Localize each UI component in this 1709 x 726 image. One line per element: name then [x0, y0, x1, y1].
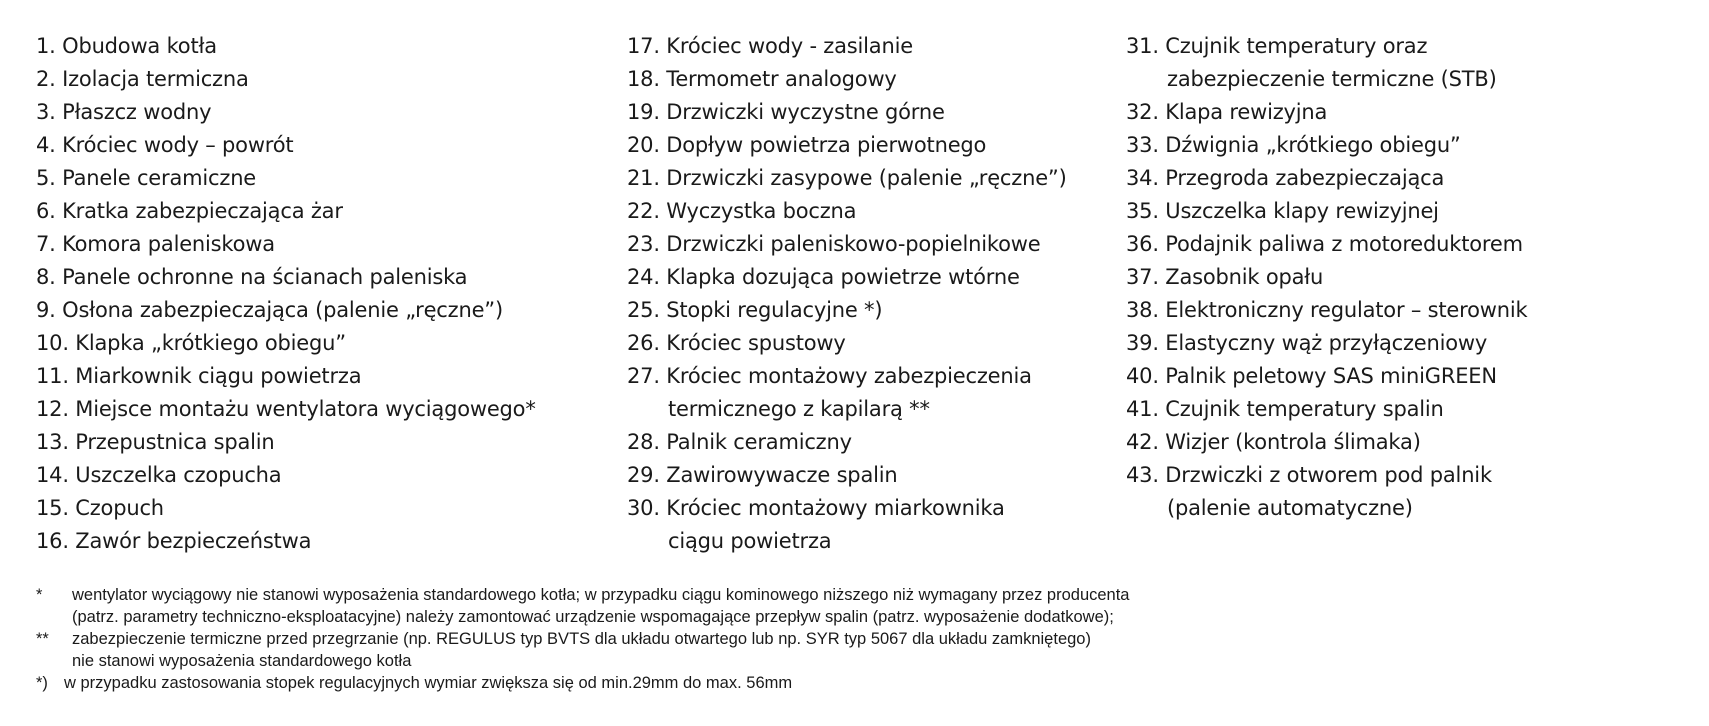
legend-column-1 [36, 30, 536, 558]
legend-item-32: 32. Klapa rewizyjna [1126, 100, 1328, 124]
legend-item-3: 3. Płaszcz wodny [36, 100, 212, 124]
legend-item-36: 36. Podajnik paliwa z motoreduktorem [1126, 232, 1523, 256]
legend-item-31-continuation: zabezpieczenie termiczne (STB) [1167, 67, 1497, 91]
legend-item-25: 25. Stopki regulacyjne *) [627, 298, 883, 322]
footnote-1-mark: * [36, 586, 43, 604]
legend-item-11: 11. Miarkownik ciągu powietrza [36, 364, 362, 388]
legend-item-27-continuation: termicznego z kapilarą ** [668, 397, 930, 421]
legend-item-24: 24. Klapka dozująca powietrze wtórne [627, 265, 1020, 289]
footnote-2-mark: ** [36, 630, 49, 648]
legend-item-10: 10. Klapka „krótkiego obiegu” [36, 331, 346, 355]
legend-item-21: 21. Drzwiczki zasypowe (palenie „ręczne”) [627, 166, 1067, 190]
legend-item-28: 28. Palnik ceramiczny [627, 430, 852, 454]
legend-item-8: 8. Panele ochronne na ścianach paleniska [36, 265, 468, 289]
legend-item-41: 41. Czujnik temperatury spalin [1126, 397, 1444, 421]
legend-item-43-continuation: (palenie automatyczne) [1167, 496, 1413, 520]
legend-item-29: 29. Zawirowywacze spalin [627, 463, 898, 487]
footnote-3-line-1 [36, 672, 1676, 694]
legend-item-4: 4. Króciec wody – powrót [36, 133, 294, 157]
footnote-1-text-continued: (patrz. parametry techniczno-eksploatacyjne) należy zamontować urządzenie wspomagające przepływ spalin (patrz. wyposażenie dodatkowe); [72, 608, 1114, 626]
legend-item-40: 40. Palnik peletowy SAS miniGREEN [1126, 364, 1497, 388]
legend-column-2 [627, 30, 1067, 558]
legend-item-7: 7. Komora paleniskowa [36, 232, 275, 256]
legend-item-33: 33. Dźwignia „krótkiego obiegu” [1126, 133, 1461, 157]
legend-item-20: 20. Dopływ powietrza pierwotnego [627, 133, 987, 157]
legend-item-27: 27. Króciec montażowy zabezpieczenia [627, 364, 1032, 388]
legend-item-42: 42. Wizjer (kontrola ślimaka) [1126, 430, 1421, 454]
legend-item-2: 2. Izolacja termiczna [36, 67, 249, 91]
footnote-2-text-continued: nie stanowi wyposażenia standardowego kotła [72, 652, 412, 670]
footnote-1-line-1 [36, 584, 1676, 606]
footnote-1-line-2 [36, 606, 1676, 628]
legend-item-13: 13. Przepustnica spalin [36, 430, 275, 454]
footnote-1-text: wentylator wyciągowy nie stanowi wyposażenia standardowego kotła; w przypadku ciągu kominowego niższego niż wymagany przez producenta [72, 586, 1130, 604]
footnote-3-mark: *) [36, 674, 48, 692]
legend-item-37: 37. Zasobnik opału [1126, 265, 1324, 289]
legend-item-35: 35. Uszczelka klapy rewizyjnej [1126, 199, 1439, 223]
legend-item-26: 26. Króciec spustowy [627, 331, 846, 355]
legend-item-38: 38. Elektroniczny regulator – sterownik [1126, 298, 1528, 322]
legend-item-30: 30. Króciec montażowy miarkownika [627, 496, 1005, 520]
legend-item-43: 43. Drzwiczki z otworem pod palnik [1126, 463, 1492, 487]
footnote-3-text: w przypadku zastosowania stopek regulacyjnych wymiar zwiększa się od min.29mm do max. 56mm [64, 674, 793, 692]
footnote-2-line-2 [36, 650, 1676, 672]
legend-item-34: 34. Przegroda zabezpieczająca [1126, 166, 1445, 190]
legend-item-19: 19. Drzwiczki wyczystne górne [627, 100, 945, 124]
legend-item-30-continuation: ciągu powietrza [668, 529, 832, 553]
legend-item-12: 12. Miejsce montażu wentylatora wyciągowego* [36, 397, 536, 421]
legend-item-17: 17. Króciec wody - zasilanie [627, 34, 913, 58]
legend-item-16: 16. Zawór bezpieczeństwa [36, 529, 312, 553]
legend-item-6: 6. Kratka zabezpieczająca żar [36, 199, 343, 223]
legend-item-22: 22. Wyczystka boczna [627, 199, 857, 223]
legend-item-1: 1. Obudowa kotła [36, 34, 217, 58]
footnote-2-line-1 [36, 628, 1676, 650]
legend-item-9: 9. Osłona zabezpieczająca (palenie „ręczne”) [36, 298, 503, 322]
legend-item-14: 14. Uszczelka czopucha [36, 463, 282, 487]
legend-item-39: 39. Elastyczny wąż przyłączeniowy [1126, 331, 1488, 355]
legend-item-18: 18. Termometr analogowy [627, 67, 897, 91]
footnotes [36, 584, 1676, 694]
legend-item-15: 15. Czopuch [36, 496, 164, 520]
legend-item-5: 5. Panele ceramiczne [36, 166, 257, 190]
footnote-2-text: zabezpieczenie termiczne przed przegrzanie (np. REGULUS typ BVTS dla układu otwartego lub np. SYR typ 5067 dla układu zamkniętego) [72, 630, 1091, 648]
legend-item-23: 23. Drzwiczki paleniskowo-popielnikowe [627, 232, 1041, 256]
legend-column-3 [1126, 30, 1527, 525]
legend-item-31: 31. Czujnik temperatury oraz [1126, 34, 1428, 58]
